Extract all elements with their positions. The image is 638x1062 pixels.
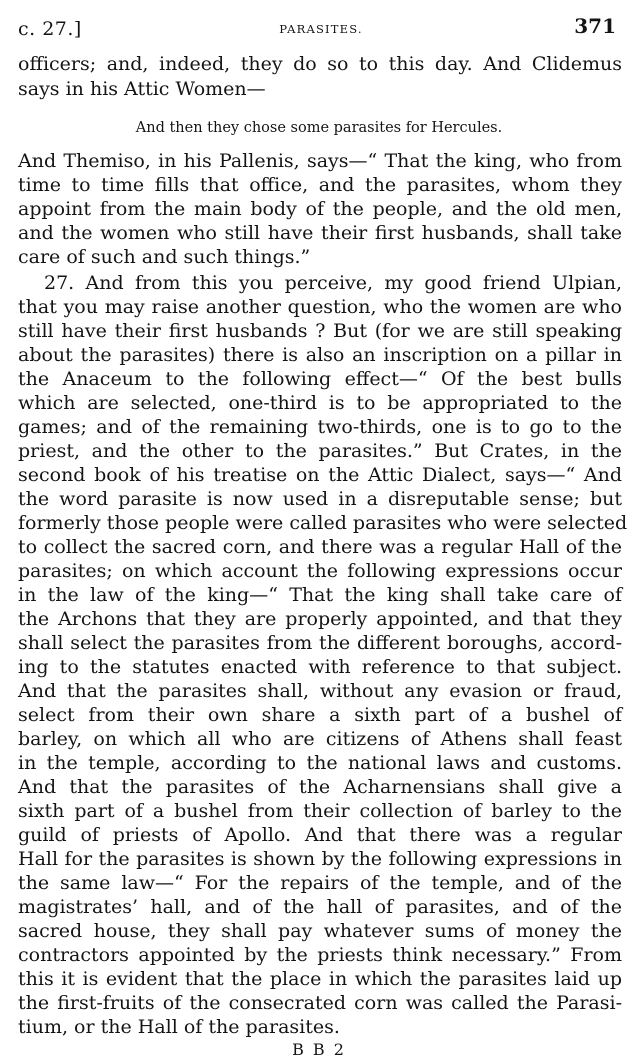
text-line: second book of his treatise on the Attic Dialect, says—“ And bbox=[18, 464, 622, 486]
text-line: ing to the statutes enacted with reference to that subject. bbox=[18, 656, 622, 678]
text-line: that you may raise another question, who the women are who bbox=[18, 296, 622, 318]
text-line: officers; and, indeed, they do so to this day. And Clidemus bbox=[18, 53, 622, 75]
text-line: says in his Attic Women— bbox=[18, 78, 266, 100]
text-line: to collect the sacred corn, and there was a regular Hall of the bbox=[18, 536, 622, 558]
text-line: priest, and the other to the parasites.” But Crates, in the bbox=[18, 440, 622, 462]
text-line: shall select the parasites from the different boroughs, accord- bbox=[18, 632, 622, 654]
text-line: contractors appointed by the priests think necessary.” From bbox=[18, 944, 622, 966]
text-line: And that the parasites shall, without any evasion or fraud, bbox=[18, 680, 622, 702]
text-line: Hall for the parasites is shown by the following expressions in bbox=[18, 848, 622, 870]
signature-mark: B B 2 bbox=[292, 1040, 346, 1059]
text-line: formerly those people were called parasites who were selected bbox=[18, 512, 628, 534]
section-27-first-line: 27. And from this you perceive, my good friend Ulpian, bbox=[44, 272, 622, 294]
text-line: select from their own share a sixth part of a bushel of bbox=[18, 704, 622, 726]
text-line: tium, or the Hall of the parasites. bbox=[18, 1016, 340, 1038]
text-line: and the women who still have their first husbands, shall take bbox=[18, 222, 622, 244]
text-line: parasites; on which account the following expressions occur bbox=[18, 560, 622, 582]
verse-quote: And then they chose some parasites for Hercules. bbox=[135, 120, 503, 136]
text-line: magistrates’ hall, and of the hall of parasites, and of the bbox=[18, 896, 622, 918]
text-line: appoint from the main body of the people, and the old men, bbox=[18, 198, 622, 220]
chapter-reference: c. 27.] bbox=[18, 18, 82, 40]
text-line: in the temple, according to the national laws and customs. bbox=[18, 752, 622, 774]
text-line: time to time fills that office, and the parasites, whom they bbox=[18, 174, 622, 196]
text-line: still have their first husbands ? But (for we are still speaking bbox=[18, 320, 622, 342]
text-line: about the parasites) there is also an inscription on a pillar in bbox=[18, 344, 622, 366]
text-line: guild of priests of Apollo. And that there was a regular bbox=[18, 824, 622, 846]
running-header bbox=[18, 14, 624, 40]
text-line: the Archons that they are properly appointed, and that they bbox=[18, 608, 622, 630]
text-line: the word parasite is now used in a disreputable sense; but bbox=[18, 488, 622, 510]
text-line: barley, on which all who are citizens of Athens shall feast bbox=[18, 728, 622, 750]
text-line: care of such and such things.” bbox=[18, 246, 311, 268]
text-line: sixth part of a bushel from their collection of barley to the bbox=[18, 800, 622, 822]
text-line: the Anaceum to the following effect—“ Of the best bulls bbox=[18, 368, 622, 390]
text-line: games; and of the remaining two-thirds, one is to go to the bbox=[18, 416, 622, 438]
text-line: sacred house, they shall pay whatever sums of money the bbox=[18, 920, 622, 942]
text-line: And that the parasites of the Acharnensians shall give a bbox=[18, 776, 622, 798]
text-line: this it is evident that the place in which the parasites laid up bbox=[18, 968, 622, 990]
text-line: And Themiso, in his Pallenis, says—“ That the king, who from bbox=[18, 150, 622, 172]
text-line: the first-fruits of the consecrated corn was called the Parasi- bbox=[18, 992, 622, 1014]
text-line: the same law—“ For the repairs of the temple, and of the bbox=[18, 872, 622, 894]
text-line: which are selected, one-third is to be appropriated to the bbox=[18, 392, 622, 414]
running-title: PARASITES. bbox=[279, 22, 363, 36]
page-number: 371 bbox=[574, 14, 616, 38]
text-line: in the law of the king—“ That the king shall take care of bbox=[18, 584, 622, 606]
